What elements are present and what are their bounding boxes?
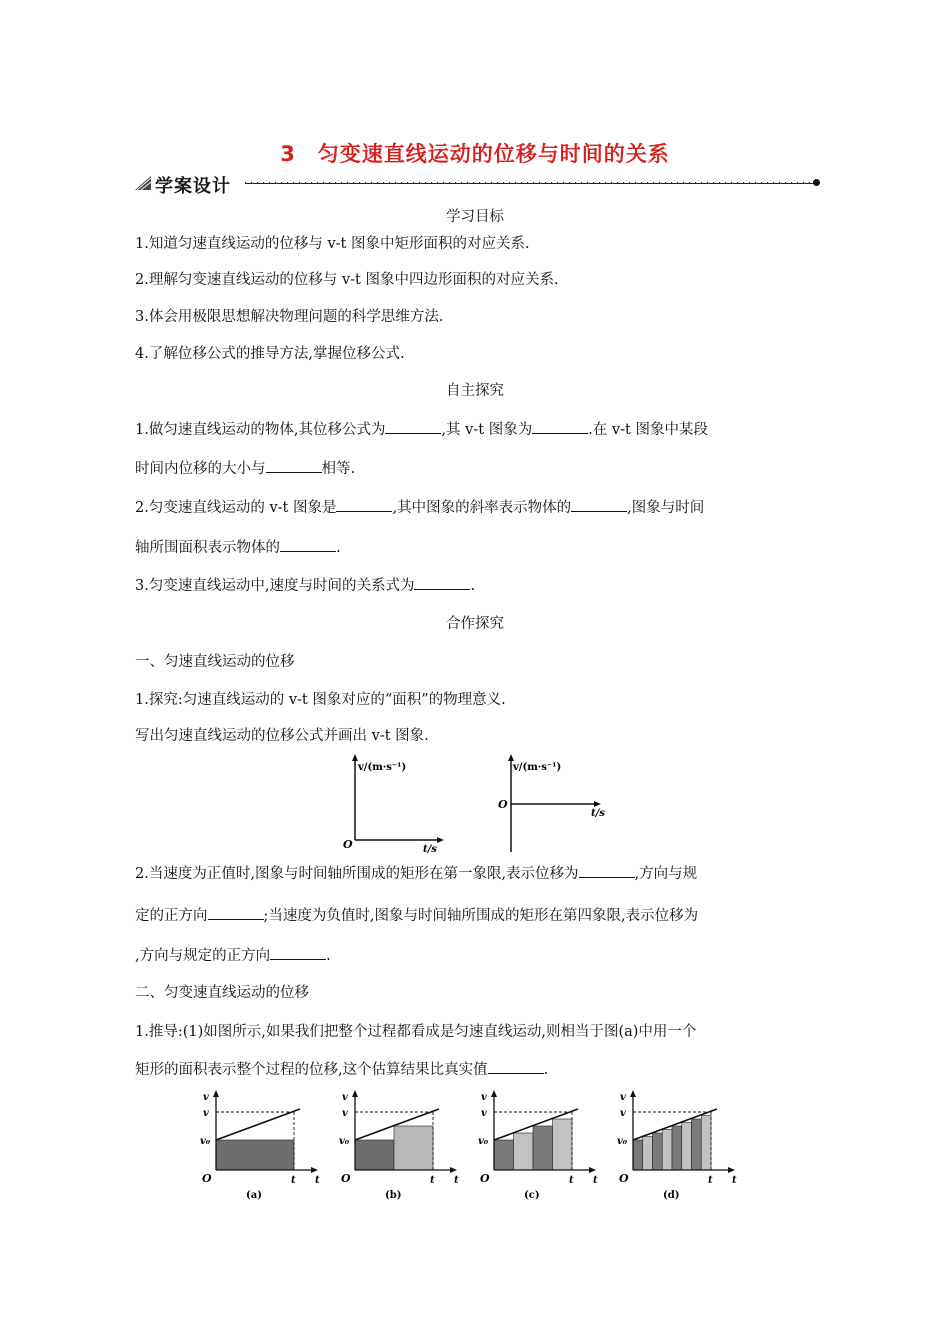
panel-caption: (b) xyxy=(385,1190,402,1201)
self-q2-text-a: 2.匀变速直线运动的 v-t 图象是 xyxy=(135,500,337,516)
panel-c xyxy=(478,1090,598,1201)
answer-blank[interactable] xyxy=(208,905,264,920)
x-axis-arrow xyxy=(450,1167,457,1173)
self-q1-text-b: ,其 v-t 图象为 xyxy=(441,422,533,438)
answer-blank[interactable] xyxy=(532,419,588,434)
self-heading: 自主探究 xyxy=(446,383,504,399)
answer-blank[interactable] xyxy=(336,497,392,512)
coop-p2-q1-line2 xyxy=(135,1058,548,1079)
tick-label-t: t xyxy=(430,1175,435,1186)
axis-label-v: v xyxy=(203,1092,209,1103)
axis-xlabel: t/s xyxy=(591,808,605,819)
approximation-bar xyxy=(633,1140,643,1170)
tick-label-v0: v₀ xyxy=(478,1136,489,1147)
coop-p1-q2-text-b: ,方向与规 xyxy=(634,866,698,882)
coop-part2-heading: 二、匀变速直线运动的位移 xyxy=(135,985,309,1001)
axis-label-t: t xyxy=(454,1175,459,1186)
coop-p1-q2-line3 xyxy=(135,944,331,965)
vt-axes-four-quadrants xyxy=(498,754,605,852)
axis-label-t: t xyxy=(315,1175,320,1186)
self-q2-text-e: . xyxy=(336,540,341,556)
tick-label-v: v xyxy=(620,1108,626,1119)
goal-item-4: 4.了解位移公式的推导方法,掌握位移公式. xyxy=(135,346,405,362)
answer-blank[interactable] xyxy=(579,863,635,878)
tick-label-t: t xyxy=(569,1175,574,1186)
self-q3-text-a: 3.匀变速直线运动中,速度与时间的关系式为 xyxy=(135,578,415,594)
y-axis-arrow xyxy=(491,1090,497,1097)
y-axis-arrow xyxy=(352,1090,358,1097)
tick-label-v0: v₀ xyxy=(200,1136,211,1147)
goals-heading: 学习目标 xyxy=(446,209,504,225)
coop-p1-q2-text-e: ,方向与规定的正方向 xyxy=(135,948,271,964)
approximation-bar xyxy=(672,1126,682,1170)
coop-p1-q2-text-a: 2.当速度为正值时,图象与时间轴所围成的矩形在第一象限,表示位移为 xyxy=(135,866,579,882)
goal-item-3: 3.体会用极限思想解决物理问题的科学思维方法. xyxy=(135,309,444,325)
y-axis-arrow xyxy=(213,1090,219,1097)
coop-p1-q2-text-c: 定的正方向 xyxy=(135,908,208,924)
self-q2-text-b: ,其中图象的斜率表示物体的 xyxy=(392,500,572,516)
x-axis-arrow xyxy=(728,1167,735,1173)
coop-p2-q1-line1: 1.推导:(1)如图所示,如果我们把整个过程都看成是匀速直线运动,则相当于图(a)中用一个 xyxy=(135,1024,697,1040)
axis-xlabel: t/s xyxy=(423,844,437,855)
banner-rule-ticks xyxy=(245,182,815,184)
approximation-bar xyxy=(533,1126,553,1170)
answer-blank[interactable] xyxy=(488,1059,544,1074)
banner-label: 学案设计 xyxy=(155,176,231,197)
x-axis-arrow xyxy=(311,1167,318,1173)
panel-caption: (d) xyxy=(663,1190,680,1201)
coop-p2-q1-text-c: . xyxy=(543,1062,549,1078)
coop-p1-q2-line2 xyxy=(135,904,698,925)
answer-blank[interactable] xyxy=(270,945,326,960)
approximation-bar xyxy=(514,1133,534,1170)
tick-label-t: t xyxy=(708,1175,713,1186)
axis-ylabel: v/(m·s⁻¹) xyxy=(513,762,562,773)
axis-label-v: v xyxy=(481,1092,487,1103)
self-q1-text-e: 相等. xyxy=(321,461,356,477)
approximation-bar xyxy=(692,1119,702,1170)
axis-origin: O xyxy=(343,838,353,851)
tick-label-v: v xyxy=(481,1108,487,1119)
approximation-bar xyxy=(653,1133,663,1170)
coop-p2-q1-text-b: 矩形的面积表示整个过程的位移,这个估算结果比真实值 xyxy=(135,1062,488,1078)
coop-p1-q2-line1 xyxy=(135,862,697,883)
tick-label-t: t xyxy=(291,1175,296,1186)
axis-label-v: v xyxy=(342,1092,348,1103)
answer-blank[interactable] xyxy=(571,497,627,512)
vt-axes-figures xyxy=(335,752,625,856)
tick-label-v: v xyxy=(342,1108,348,1119)
answer-blank[interactable] xyxy=(414,575,470,590)
coop-part1-heading: 一、匀速直线运动的位移 xyxy=(135,654,295,670)
approximation-bar xyxy=(355,1140,394,1170)
approximation-bar xyxy=(682,1123,692,1171)
self-q1-line1 xyxy=(135,418,708,439)
tick-label-v0: v₀ xyxy=(339,1136,350,1147)
panel-b xyxy=(339,1090,459,1201)
self-q3-text-b: . xyxy=(470,578,476,594)
approximation-bar xyxy=(553,1119,573,1170)
answer-blank[interactable] xyxy=(266,458,322,473)
banner-mark-icon xyxy=(133,174,153,192)
answer-blank[interactable] xyxy=(280,537,336,552)
self-q2-line1 xyxy=(135,496,704,517)
panel-caption: (c) xyxy=(524,1190,540,1201)
self-q1-text-d: 时间内位移的大小与 xyxy=(135,461,266,477)
origin-label: O xyxy=(619,1172,629,1185)
self-q1-text-c: .在 v-t 图象中某段 xyxy=(588,422,708,438)
tick-label-v: v xyxy=(203,1108,209,1119)
goal-item-2: 2.理解匀变速直线运动的位移与 v-t 图象中四边形面积的对应关系. xyxy=(135,272,559,288)
x-axis-arrow xyxy=(589,1167,596,1173)
section-banner xyxy=(133,172,823,196)
tick-label-v0: v₀ xyxy=(617,1136,628,1147)
coop-heading: 合作探究 xyxy=(446,616,504,632)
panel-caption: (a) xyxy=(246,1190,262,1201)
axis-origin: O xyxy=(498,798,508,811)
axis-ylabel: v/(m·s⁻¹) xyxy=(358,762,407,773)
coop-p1-q1: 1.探究:匀速直线运动的 v-t 图象对应的“面积”的物理意义. xyxy=(135,692,506,708)
approximation-bar xyxy=(643,1137,653,1171)
approximation-panels xyxy=(196,1088,756,1202)
coop-p1-q2-text-f: . xyxy=(326,948,331,964)
approximation-bar xyxy=(662,1130,672,1171)
goal-item-1: 1.知道匀速直线运动的位移与 v-t 图象中矩形面积的对应关系. xyxy=(135,236,530,252)
approximation-bar xyxy=(216,1140,294,1170)
axis-label-t: t xyxy=(593,1175,598,1186)
panel-d xyxy=(617,1090,737,1201)
approximation-bar xyxy=(701,1116,711,1171)
banner-end-dot xyxy=(813,179,820,186)
approximation-bar xyxy=(394,1126,433,1170)
y-axis-arrow xyxy=(630,1090,636,1097)
self-q2-line2 xyxy=(135,536,341,557)
page-title: 3 匀变速直线运动的位移与时间的关系 xyxy=(280,142,670,166)
approximation-bar xyxy=(494,1140,514,1170)
self-q2-text-c: ,图象与时间 xyxy=(627,500,705,516)
origin-label: O xyxy=(202,1172,212,1185)
vt-axes-first-quadrant xyxy=(343,754,444,855)
self-q2-text-d: 轴所围面积表示物体的 xyxy=(135,540,280,556)
self-q3 xyxy=(135,574,475,595)
origin-label: O xyxy=(480,1172,490,1185)
panel-a xyxy=(200,1090,320,1201)
axis-label-t: t xyxy=(732,1175,737,1186)
axis-label-v: v xyxy=(620,1092,626,1103)
answer-blank[interactable] xyxy=(385,419,441,434)
coop-p1-q2-text-d: ;当速度为负值时,图象与时间轴所围成的矩形在第四象限,表示位移为 xyxy=(263,908,699,924)
coop-p1-q1b: 写出匀速直线运动的位移公式并画出 v-t 图象. xyxy=(135,728,429,744)
self-q1-line2 xyxy=(135,457,355,478)
self-q1-text-a: 1.做匀速直线运动的物体,其位移公式为 xyxy=(135,422,386,438)
origin-label: O xyxy=(341,1172,351,1185)
velocity-line xyxy=(216,1109,300,1140)
